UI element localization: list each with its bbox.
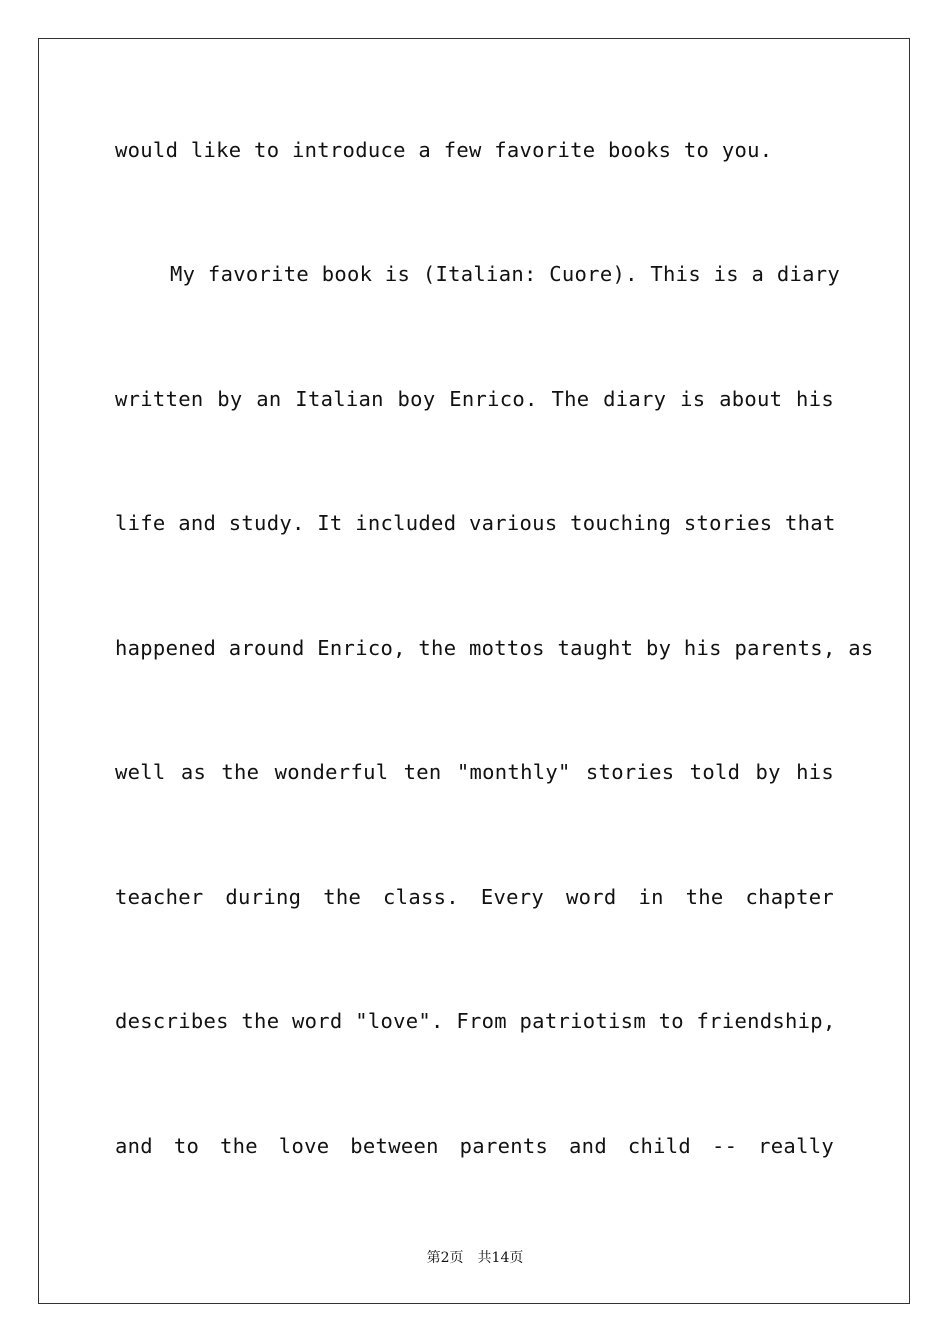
text-line: well as the wonderful ten "monthly" stories told by his	[115, 760, 834, 784]
paragraph-first-line: My favorite book is (Italian: Cuore). This is a diary	[170, 262, 841, 286]
text-line: and to the love between parents and child -- really	[115, 1134, 834, 1158]
text-line: describes the word "love". From patriotism to friendship,	[115, 1009, 836, 1033]
text-line: life and study. It included various touching stories that	[115, 511, 836, 535]
text-line: written by an Italian boy Enrico. The diary is about his	[115, 387, 834, 411]
page-border	[38, 38, 910, 1304]
text-line: teacher during the class. Every word in the chapter	[115, 885, 834, 909]
page-number-footer: 第2页 共14页	[426, 1250, 524, 1266]
text-line: would like to introduce a few favorite books to you.	[115, 138, 773, 162]
text-line: happened around Enrico, the mottos taught by his parents, as	[115, 636, 874, 660]
